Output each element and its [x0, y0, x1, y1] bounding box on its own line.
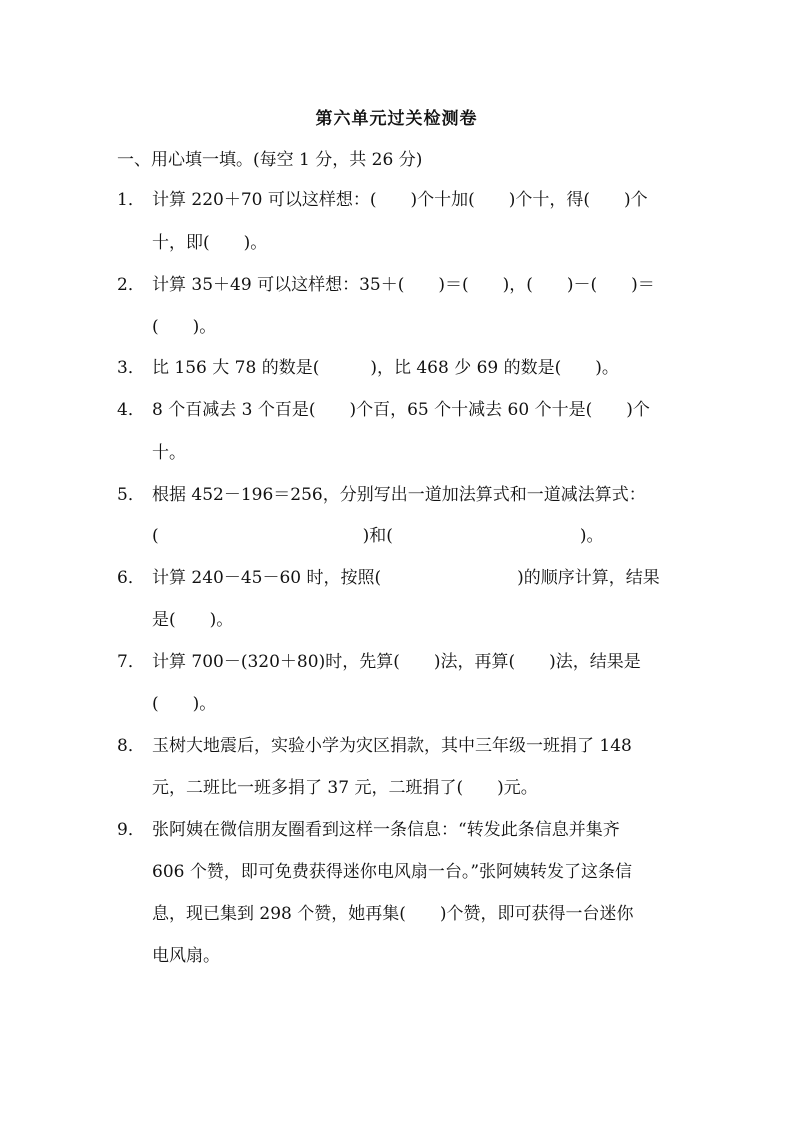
question-6-number: 6．: [117, 568, 145, 588]
question-2-number: 2．: [117, 275, 145, 295]
question-1-line-2: 十，即( )。: [152, 233, 268, 253]
question-4-number: 4．: [117, 400, 145, 420]
question-8-line-2: 元，二班比一班多捐了 37 元，二班捐了( )元。: [152, 778, 538, 798]
question-6-line-2: 是( )。: [152, 610, 234, 630]
question-7-line-2: ( )。: [152, 694, 217, 714]
question-9-number: 9．: [117, 820, 145, 840]
question-9-line-4: 电风扇。: [152, 946, 220, 966]
page-title: 第六单元过关检测卷: [315, 109, 478, 129]
question-7-number: 7．: [117, 652, 145, 672]
question-9-line-1: 张阿姨在微信朋友圈看到这样一条信息：“转发此条信息并集齐: [152, 820, 620, 840]
question-3-number: 3．: [117, 358, 145, 378]
question-5-line-2: ( )和( )。: [152, 526, 604, 546]
question-1-number: 1．: [117, 190, 145, 210]
question-2-line-1: 计算 35＋49 可以这样想：35＋( )＝( )，( )－( )＝: [152, 275, 655, 295]
question-9-line-2: 606 个赞，即可免费获得迷你电风扇一台。”张阿姨转发了这条信: [152, 862, 633, 882]
question-8-line-1: 玉树大地震后，实验小学为灾区捐款，其中三年级一班捐了 148: [152, 736, 632, 756]
question-7-line-1: 计算 700－(320＋80)时，先算( )法，再算( )法，结果是: [152, 652, 641, 672]
question-4-line-2: 十。: [152, 443, 186, 463]
question-9-line-3: 息，现已集到 298 个赞，她再集( )个赞，即可获得一台迷你: [152, 904, 634, 924]
question-8-number: 8．: [117, 736, 145, 756]
question-6-line-1: 计算 240－45－60 时，按照( )的顺序计算，结果: [152, 568, 660, 588]
question-1-line-1: 计算 220＋70 可以这样想：( )个十加( )个十，得( )个: [152, 190, 648, 210]
question-3-line-1: 比 156 大 78 的数是( )，比 468 少 69 的数是( )。: [152, 358, 619, 378]
question-4-line-1: 8 个百减去 3 个百是( )个百，65 个十减去 60 个十是( )个: [152, 400, 650, 420]
section-heading: 一、用心填一填。(每空 1 分，共 26 分): [117, 150, 423, 170]
question-5-line-1: 根据 452－196＝256，分别写出一道加法算式和一道减法算式：: [152, 485, 646, 505]
question-2-line-2: ( )。: [152, 317, 217, 337]
question-5-number: 5．: [117, 485, 145, 505]
